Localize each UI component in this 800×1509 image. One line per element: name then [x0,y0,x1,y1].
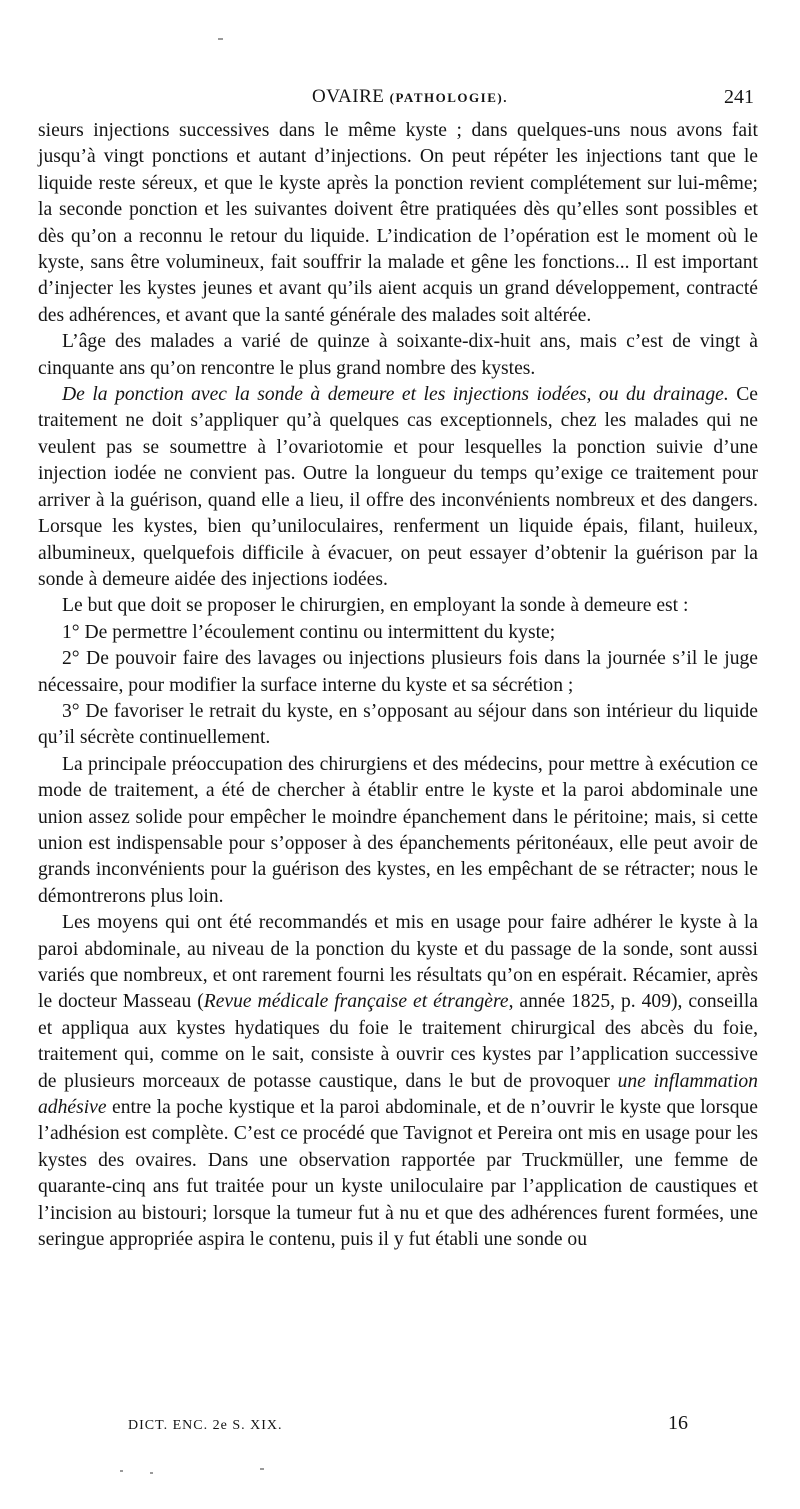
paragraph-2 [38,329,758,382]
text-run: , année 1825, p. 409), conseilla et appliqua aux kystes hydatiques du foie le traitement chirurgical des abcès du foie, traitement qui, comme on le sait, consiste à ouvrir ces kystes par l’application successive de plusieurs morceaux de potasse caustique, dans le but de provoquer [38,991,759,1092]
text-run: 3° De favoriser le retrait du kyste, en s’opposant au séjour dans son intérieur du liquide qu’il sécrète continuellement. [38,700,758,749]
text-run: 2° De pouvoir faire des lavages ou injections plusieurs fois dans la journée s’il le juge nécessaire, pour modifier la surface interne du kyste et sa sécrétion ; [38,648,758,696]
paragraph-3 [38,382,758,593]
text-run: Ce traitement ne doit s’appliquer qu’à quelques cas exceptionnels, chez les malades qui ne veulent pas se soumettre à l’ovariotomie et pour lesquelles la ponction suivie d’une injection iodée ne convient pas. Outre la longueur du temps qu’exige ce traitement pour arriver à la guérison, quand elle a lieu, il offre des inconvénients nombreux et des dangers. Lorsque les kystes, bien qu’uniloculaires, renferment un liquide épais, filant, huileux, albumineux, quelquefois difficile à évacuer, on peut essayer d’obtenir la guérison par la sonde à demeure aidée des injections iodées. [38,384,759,590]
list-item-3 [38,699,758,752]
signature-mark: 16 [668,1412,688,1434]
italic-text-run: Revue médicale française et étrangère [203,991,509,1013]
paragraph-1 [38,118,758,329]
text-run: L’âge des malades a varié de quinze à soixante-dix-huit ans, mais c’est de vingt à cinquante ans qu’on rencontre le plus grand nombre des kystes. [38,331,758,379]
paragraph-4 [38,593,758,619]
paragraph-6 [38,910,758,1253]
running-head [60,86,760,116]
running-title [60,86,760,108]
page-footer [128,1412,688,1448]
speck-mark [150,1472,153,1474]
list-item-2 [38,646,758,699]
italic-text-run: une inflammation adhésive [38,1070,758,1119]
text-run: Le but que doit se proposer le chirurgien, en employant la sonde à demeure est : [62,595,689,617]
footer-source: DICT. ENC. 2e S. XIX. [128,1418,283,1433]
paragraph-5 [38,752,758,910]
speck-mark [218,38,223,40]
speck-mark [260,1468,264,1470]
text-run: Les moyens qui ont été recommandés et mis en usage pour faire adhérer le kyste à la paroi abdominale, au niveau de la ponction du kyste et du passage de la sonde, sont aussi variés que nombreux, et ont rarement fourni les résultats qu’on en espérait. Récamier, après le docteur Masseau ( [38,912,758,1013]
text-run: sieurs injections successives dans le même kyste ; dans quelques-uns nous avons fait jusqu’à vingt ponctions et autant d’injections. On peut répéter les injections tant que le liquide reste séreux, et que le kyste après la ponction revient complétement sur lui-même; la seconde ponction et les suivantes doivent être pratiquées dès qu’elles sont possibles et dès qu’on a reconnu le retour du liquide. L’indication de l’opération est le moment où le kyste, sans être volumineux, fait souffrir la malade et gêne les fonctions... Il est important d’injecter les kystes jeunes et avant qu’ils aient acquis un grand développement, contracté des adhérences, et avant que la santé générale des malades soit altérée. [38,120,758,326]
running-title-main: OVAIRE [312,86,385,107]
speck-mark [120,1470,123,1472]
text-run: 1° De permettre l’écoulement continu ou intermittent du kyste; [62,621,556,643]
body-text [38,118,758,1253]
italic-text-run: De la ponction avec la sonde à demeure et les injections iodées, ou du drainage. [62,384,729,406]
text-run: entre la poche kystique et la paroi abdominale, et de n’ouvrir le kyste que lorsque l’adhésion est complète. C’est ce procédé que Tavignot et Pereira ont mis en usage pour les kystes des ovaires. Dans une observation rapportée par Truckmüller, une femme de quarante-cinq ans fut traitée pour un kyste uniloculaire par l’application de caustiques et l’incision au bistouri; lorsque la tumeur fut à nu et que des adhérences furent formées, une seringue appropriée aspira le contenu, puis il y fut établi une sonde ou [38,1097,758,1251]
page-number: 241 [724,86,754,108]
list-item-1 [38,620,758,646]
running-title-section: (PATHOLOGIE). [389,90,508,105]
text-run: La principale préoccupation des chirurgiens et des médecins, pour mettre à exécution ce mode de traitement, a été de chercher à établir entre le kyste et la paroi abdominale une union assez solide pour empêcher le moindre épanchement dans le péritoine; mais, si cette union est indispensable pour s’opposer à des épanchements péritonéaux, elle peut avoir de grands inconvénients pour la guérison des kystes, en les empêchant de se rétracter; nous le démontrerons plus loin. [38,753,758,907]
